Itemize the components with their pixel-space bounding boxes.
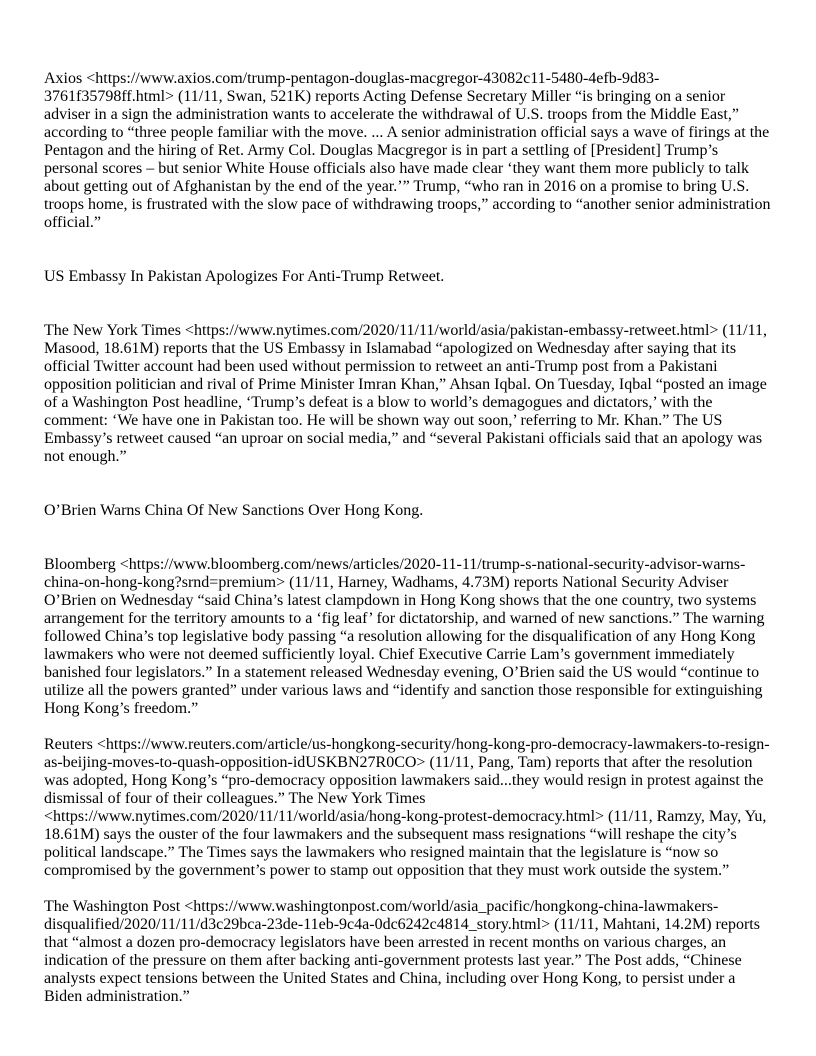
paragraph-bloomberg-hong-kong: Bloomberg <https://www.bloomberg.com/news/articles/2020-11-11/trump-s-national-security-advisor-warns-china-on-hong-kong?srnd=premium> (11/11, Harney, Wadhams, 4.73M) reports National Security Adviser O’Brien on Wednesday “said China’s latest clampdown in Hong Kong shows that the one country, two systems arrangement for the territory amounts to a ‘fig leaf’ for dictatorship, and warned of new sanctions.” The warning followed China’s top legislative body passing “a resolution allowing for the disqualification of any Hong Kong lawmakers who were not deemed sufficiently loyal. Chief Executive Carrie Lam’s government immediately banished four legislators.” In a statement released Wednesday evening, O’Brien said the US would “continue to utilize all the powers granted” under various laws and “identify and sanction those responsible for extinguishing Hong Kong’s freedom.”	[44, 556, 765, 717]
paragraph-nyt-pakistan-embassy: The New York Times <https://www.nytimes.com/2020/11/11/world/asia/pakistan-embassy-retweet.html> (11/11, Masood, 18.61M) reports that the US Embassy in Islamabad “apologized on Wednesday after saying that its official Twitter account had been used without permission to retweet an anti-Trump post from a Pakistani opposition politician and rival of Prime Minister Imran Khan,” Ahsan Iqbal. On Tuesday, Iqbal “posted an image of a Washington Post headline, ‘Trump’s defeat is a blow to world’s demagogues and dictators,’ with the comment: ‘We have one in Pakistan too. He will be shown way out soon,’ referring to Mr. Khan.” The US Embassy’s retweet caused “an uproar on social media,” and “several Pakistani officials said that an apology was not enough.”	[44, 322, 768, 465]
heading-us-embassy-pakistan: US Embassy In Pakistan Apologizes For Anti-Trump Retweet.	[44, 268, 445, 285]
paragraph-axios-macgregor: Axios <https://www.axios.com/trump-pentagon-douglas-macgregor-43082c11-5480-4efb-9d83-3761f35798ff.html> (11/11, Swan, 521K) reports Acting Defense Secretary Miller “is bringing on a senior adviser in a sign the administration wants to accelerate the withdrawal of U.S. troops from the Middle East,” according to “three people familiar with the move. ... A senior administration official says a wave of firings at the Pentagon and the hiring of Ret. Army Col. Douglas Macgregor is in part a settling of [President] Trump’s personal scores – but senior White House officials also have made clear ‘they want them more publicly to talk about getting out of Afghanistan by the end of the year.’” Trump, “who ran in 2016 on a promise to bring U.S. troops home, is frustrated with the slow pace of withdrawing troops,” according to “another senior administration official.”	[44, 70, 771, 231]
paragraph-reuters-nyt-hong-kong: Reuters <https://www.reuters.com/article/us-hongkong-security/hong-kong-pro-democracy-lawmakers-to-resign-as-beijing-moves-to-quash-opposition-idUSKBN27R0CO> (11/11, Pang, Tam) reports that after the resolution was adopted, Hong Kong’s “pro-democracy opposition lawmakers said...they would resign in protest against the dismissal of four of their colleagues.” The New York Times <https://www.nytimes.com/2020/11/11/world/asia/hong-kong-protest-democracy.html> (11/11, Ramzy, May, Yu, 18.61M) says the ouster of the four lawmakers and the subsequent mass resignations “will reshape the city’s political landscape.” The Times says the lawmakers who resigned maintain that the legislature is “now so compromised by the government’s power to stamp out opposition that they must work outside the system.”	[44, 736, 770, 879]
heading-obrien-china-sanctions: O’Brien Warns China Of New Sanctions Over Hong Kong.	[44, 502, 424, 519]
paragraph-wapo-hong-kong: The Washington Post <https://www.washingtonpost.com/world/asia_pacific/hongkong-china-lawmakers-disqualified/2020/11/11/d3c29bca-23de-11eb-9c4a-0dc6242c4814_story.html> (11/11, Mahtani, 14.2M) reports that “almost a dozen pro-democracy legislators have been arrested in recent months on various charges, an indication of the pressure on them after backing anti-government protests last year.” The Post adds, “Chinese analysts expect tensions between the United States and China, including over Hong Kong, to persist under a Biden administration.”	[44, 898, 760, 1005]
